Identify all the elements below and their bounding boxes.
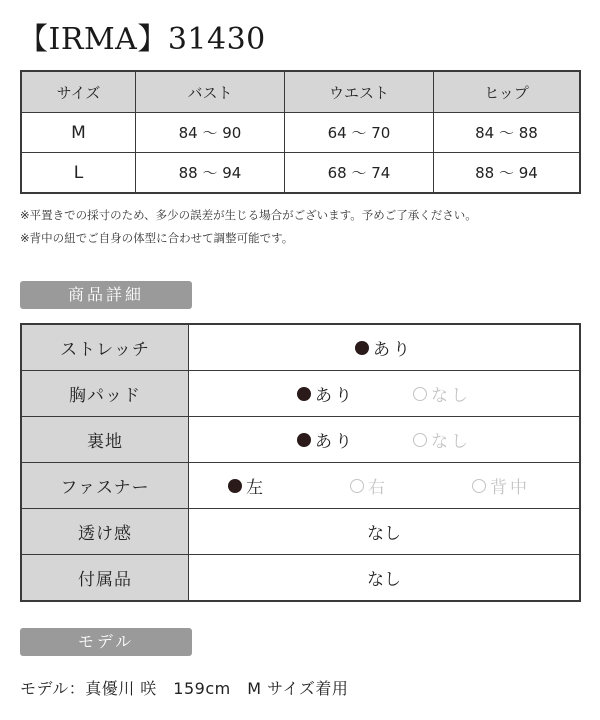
empty-circle-icon (413, 387, 427, 401)
note-adjustable: ※背中の紐でご自身の体型に合わせて調整可能です。 (20, 231, 294, 245)
bust-pad-label: 胸パッド (21, 371, 189, 417)
model-section-label: モデル (20, 628, 192, 656)
details-table (20, 323, 581, 602)
accessories-value: なし (189, 555, 581, 602)
fastener-option-back: 背中 (472, 473, 530, 498)
detail-row-stretch (21, 324, 580, 371)
accessories-label: 付属品 (21, 555, 189, 602)
hip-l: 88 ～ 94 (434, 153, 581, 194)
fastener-option-right: 右 (350, 473, 388, 498)
size-table (20, 70, 581, 194)
empty-circle-icon (472, 479, 486, 493)
stretch-option-yes: あり (355, 335, 413, 360)
header-size: サイズ (21, 71, 136, 113)
product-title: 【IRMA】31430 (18, 22, 266, 57)
hip-m: 84 ～ 88 (434, 113, 581, 153)
bust-m: 84 ～ 90 (136, 113, 285, 153)
bust-l: 88 ～ 94 (136, 153, 285, 194)
header-waist: ウエスト (285, 71, 434, 113)
details-section-label: 商品詳細 (20, 281, 192, 309)
header-bust: バスト (136, 71, 285, 113)
lining-value (189, 417, 581, 463)
stretch-value (189, 324, 581, 371)
fastener-option-left: 左 (228, 473, 266, 498)
empty-circle-icon (413, 433, 427, 447)
filled-circle-icon (297, 433, 311, 447)
size-m: M (21, 113, 136, 153)
size-table-header (21, 71, 580, 113)
empty-circle-icon (350, 479, 364, 493)
filled-circle-icon (297, 387, 311, 401)
lining-option-no: なし (413, 427, 471, 452)
header-hip: ヒップ (434, 71, 581, 113)
note-measurement: ※平置きでの採寸のため、多少の誤差が生じる場合がございます。予めご了承ください。 (20, 208, 477, 222)
table-row (21, 153, 580, 194)
detail-row-sheerness (21, 509, 580, 555)
fastener-value (189, 463, 581, 509)
sheerness-label: 透け感 (21, 509, 189, 555)
fastener-label: ファスナー (21, 463, 189, 509)
detail-row-bust-pad (21, 371, 580, 417)
bust-pad-option-no: なし (413, 381, 471, 406)
model-info: モデル：真優川 咲 159cm M サイズ着用 (20, 679, 349, 698)
filled-circle-icon (355, 341, 369, 355)
waist-l: 68 ～ 74 (285, 153, 434, 194)
detail-row-fastener (21, 463, 580, 509)
detail-row-lining (21, 417, 580, 463)
filled-circle-icon (228, 479, 242, 493)
bust-pad-option-yes: あり (297, 381, 355, 406)
waist-m: 64 ～ 70 (285, 113, 434, 153)
detail-row-accessories (21, 555, 580, 602)
sheerness-value: なし (189, 509, 581, 555)
lining-label: 裏地 (21, 417, 189, 463)
stretch-label: ストレッチ (21, 324, 189, 371)
measurement-notes (20, 204, 477, 250)
lining-option-yes: あり (297, 427, 355, 452)
bust-pad-value (189, 371, 581, 417)
size-l: L (21, 153, 136, 194)
table-row (21, 113, 580, 153)
